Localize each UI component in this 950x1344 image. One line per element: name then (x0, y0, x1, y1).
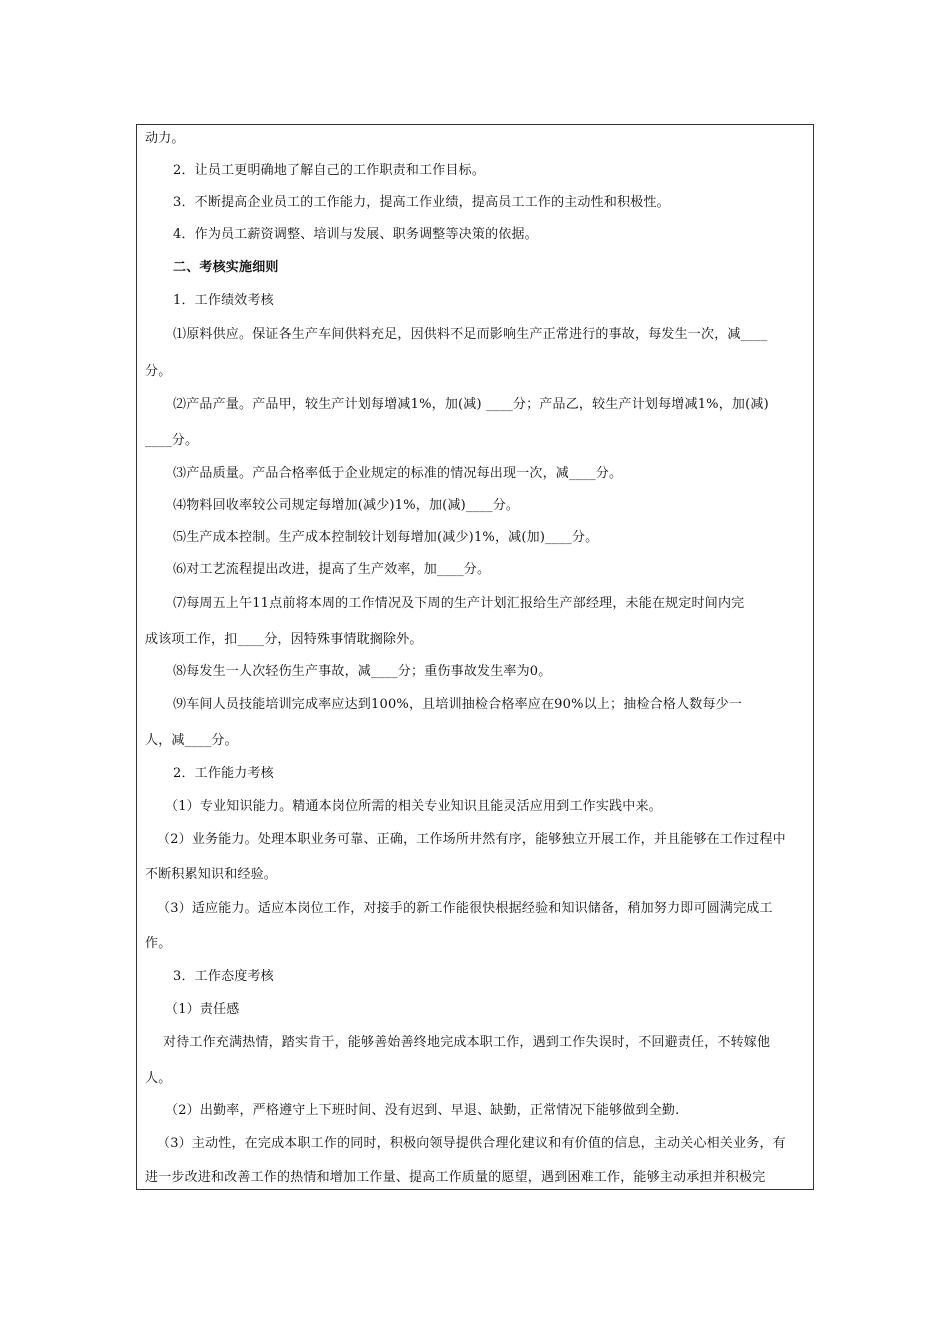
document-frame (136, 124, 814, 1190)
text-line: 作。 (145, 936, 172, 951)
section-heading: 二、考核实施细则 (173, 260, 279, 275)
text-line: ⑵产品产量。产品甲，较生产计划每增减1%，加(减) ____分；产品乙，较生产计划每增减1%，加(减) (173, 397, 769, 412)
text-line: 进一步改进和改善工作的热情和增加工作量、提高工作质量的愿望，遇到困难工作，能够主动承担并积极完 (145, 1170, 766, 1185)
text-line: ⑶产品质量。产品合格率低于企业规定的标准的情况每出现一次，减____分。 (173, 466, 623, 481)
subsection-heading: 1．工作绩效考核 (173, 293, 274, 308)
text-line: ____分。 (145, 433, 199, 448)
text-line: 2．让员工更明确地了解自己的工作职责和工作目标。 (173, 163, 486, 178)
text-line: 4．作为员工薪资调整、培训与发展、职务调整等决策的依据。 (173, 227, 538, 242)
text-line: ⑼车间人员技能培训完成率应达到100%，且培训抽检合格率应在90%以上；抽检合格人数每少一 (173, 697, 743, 712)
text-line: ⑹对工艺流程提出改进，提高了生产效率，加____分。 (173, 562, 491, 577)
text-line: 3．不断提高企业员工的工作能力，提高工作业绩，提高员工工作的主动性和积极性。 (173, 195, 670, 210)
text-line: 人。 (145, 1071, 172, 1086)
text-line: 对待工作充满热情，踏实肯干，能够善始善终地完成本职工作，遇到工作失误时，不回避责任，不转嫁他 (163, 1035, 771, 1050)
text-line: （2）业务能力。处理本职业务可靠、正确，工作场所井然有序，能够独立开展工作，并且能够在工作过程中 (157, 832, 786, 847)
text-line: （1）责任感 (165, 1002, 240, 1017)
text-line: 人，减____分。 (145, 733, 238, 748)
text-line: ⑴原料供应。保证各生产车间供料充足，因供料不足而影响生产正常进行的事故，每发生一次，减____ (173, 327, 768, 342)
text-line: ⑺每周五上午11点前将本周的工作情况及下周的生产计划汇报给生产部经理，未能在规定时间内完 (173, 596, 745, 611)
text-line: （2）出勤率，严格遵守上下班时间、没有迟到、早退、缺勤，正常情况下能够做到全勤. (165, 1103, 680, 1118)
text-line: （3）适应能力。适应本岗位工作，对接手的新工作能很快根据经验和知识储备，稍加努力即可圆满完成工 (157, 901, 773, 916)
subsection-heading: 3．工作态度考核 (173, 969, 274, 984)
text-line: （1）专业知识能力。精通本岗位所需的相关专业知识且能灵活应用到工作实践中来。 (165, 799, 662, 814)
text-line: 分。 (145, 364, 172, 379)
text-line: ⑷物料回收率较公司规定每增加(减少)1%，加(减)____分。 (173, 498, 520, 513)
subsection-heading: 2．工作能力考核 (173, 766, 274, 781)
text-line: 动力。 (145, 131, 185, 146)
text-line: （3）主动性，在完成本职工作的同时，积极向领导提供合理化建议和有价值的信息，主动关心相关业务，有 (157, 1136, 786, 1151)
text-line: 不断积累知识和经验。 (145, 867, 278, 882)
text-line: 成该项工作，扣____分，因特殊事情耽搁除外。 (145, 632, 423, 647)
text-line: ⑻每发生一人次轻伤生产事故，减____分；重伤事故发生率为0。 (173, 664, 552, 679)
text-line: ⑸生产成本控制。生产成本控制较计划每增加(减少)1%，减(加)____分。 (173, 530, 599, 545)
